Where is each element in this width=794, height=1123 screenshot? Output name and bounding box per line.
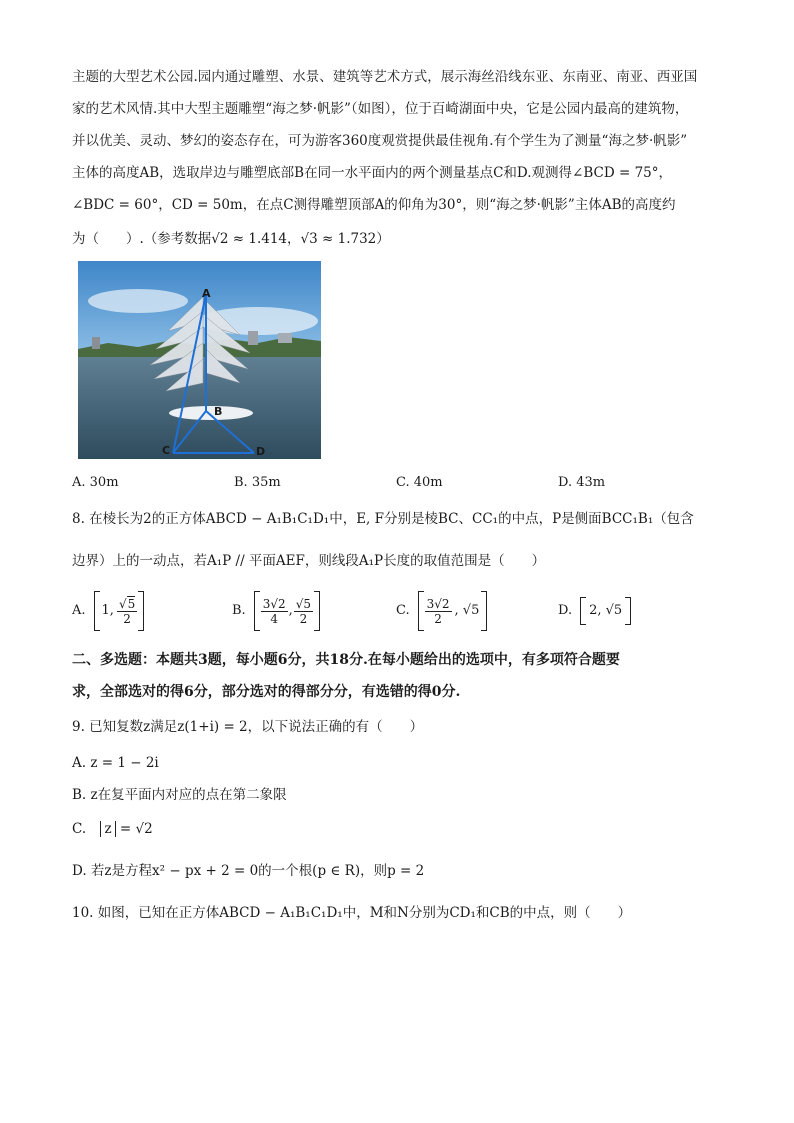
q9-stem: 9. 已知复数z满足z(1+i) = 2，以下说法正确的有（ ） <box>72 719 424 735</box>
q8-c-right: , √5 <box>454 603 480 618</box>
q7-line-5: ∠BDC = 60°，CD = 50m，在点C测得雕塑顶部A的仰角为30°，则“海之梦·帆影”主体AB的高度约 <box>72 197 676 213</box>
q8-b-label: B. <box>232 603 246 618</box>
q8-b-den2: 2 <box>299 611 308 626</box>
q9-c-abs: z <box>100 821 115 837</box>
q7-option-a: A. 30m <box>72 475 119 490</box>
point-label-d: D <box>256 445 266 458</box>
q9-option-d: D. 若z是方程x² − px + 2 = 0的一个根(p ∈ R)，则p = 2 <box>72 863 425 879</box>
q8-line-2: 边界）上的一动点，若A₁P // 平面AEF，则线段A₁P长度的取值范围是（ ） <box>72 553 546 569</box>
sculpture-photo <box>78 261 321 459</box>
q7-line-3: 并以优美、灵动、梦幻的姿态存在，可为游客360度观赏提供最佳视角.有个学生为了测量“海之梦·帆影” <box>72 133 688 149</box>
point-label-c: C <box>162 444 171 457</box>
q8-option-d <box>558 590 631 632</box>
q8-c-label: C. <box>396 603 410 618</box>
q7-line-6: 为（ ）.（参考数据√2 ≈ 1.414，√3 ≈ 1.732） <box>72 231 390 247</box>
q8-b-num1: 3√2 <box>262 596 286 611</box>
section-2-heading-line-2: 求，全部选对的得6分，部分选对的得部分分，有选错的得0分. <box>72 684 461 700</box>
q8-b-den1: 4 <box>270 611 278 626</box>
q7-line-1: 主题的大型艺术公园.园内通过雕塑、水景、建筑等艺术方式，展示海丝沿线东亚、东南亚、南亚、西亚国 <box>72 69 698 85</box>
q7-line-2: 家的艺术风情.其中大型主题雕塑“海之梦·帆影”（如图），位于百崎湖面中央，它是公园内最高的建筑物， <box>72 101 689 117</box>
q8-option-c <box>396 590 487 632</box>
q7-line-4: 主体的高度AB，选取岸边与雕塑底部B在同一水平面内的两个测量基点C和D.观测得∠BCD = 75°， <box>72 165 673 181</box>
q9-c-label: C. <box>72 821 87 837</box>
q8-d-label: D. <box>558 603 573 618</box>
q9-c-rest: = √2 <box>119 821 153 837</box>
q8-line-1: 8. 在棱长为2的正方体ABCD − A₁B₁C₁D₁中，E, F分别是棱BC、CC₁的中点，P是侧面BCC₁B₁（包含 <box>72 511 694 527</box>
q8-a-den: 2 <box>123 611 131 626</box>
q8-a-num: 5 <box>127 596 136 611</box>
q8-option-b <box>232 590 320 632</box>
sculpture-figure <box>78 261 321 459</box>
q7-option-d: D. 43m <box>558 475 606 490</box>
q10-stem: 10. 如图，已知在正方体ABCD − A₁B₁C₁D₁中，M和N分别为CD₁和CB的中点，则（ ） <box>72 905 632 921</box>
point-label-b: B <box>214 405 223 418</box>
q8-d-text: 2, √5 <box>589 603 623 618</box>
q8-option-a: A. 1, $\frac{√5}{2}$ <box>72 590 144 632</box>
q9-option-a: A. z = 1 − 2i <box>72 755 159 771</box>
q8-b-sep: , <box>288 603 293 618</box>
q8-b-num2: √5 <box>295 596 312 611</box>
q7-option-c: C. 40m <box>396 475 443 490</box>
q8-a-left: 1, <box>101 603 114 618</box>
point-label-a: A <box>202 287 211 300</box>
section-2-heading-line-1: 二、多选题：本题共3题，每小题6分，共18分.在每小题给出的选项中，有多项符合题要 <box>72 652 620 668</box>
q9-option-c <box>72 820 153 838</box>
q8-c-num: 3√2 <box>426 596 450 611</box>
q7-option-b: B. 35m <box>234 475 281 490</box>
q9-option-b: B. z在复平面内对应的点在第二象限 <box>72 787 287 803</box>
q8-c-den: 2 <box>434 611 442 626</box>
q8-a-label: A. <box>72 603 86 618</box>
